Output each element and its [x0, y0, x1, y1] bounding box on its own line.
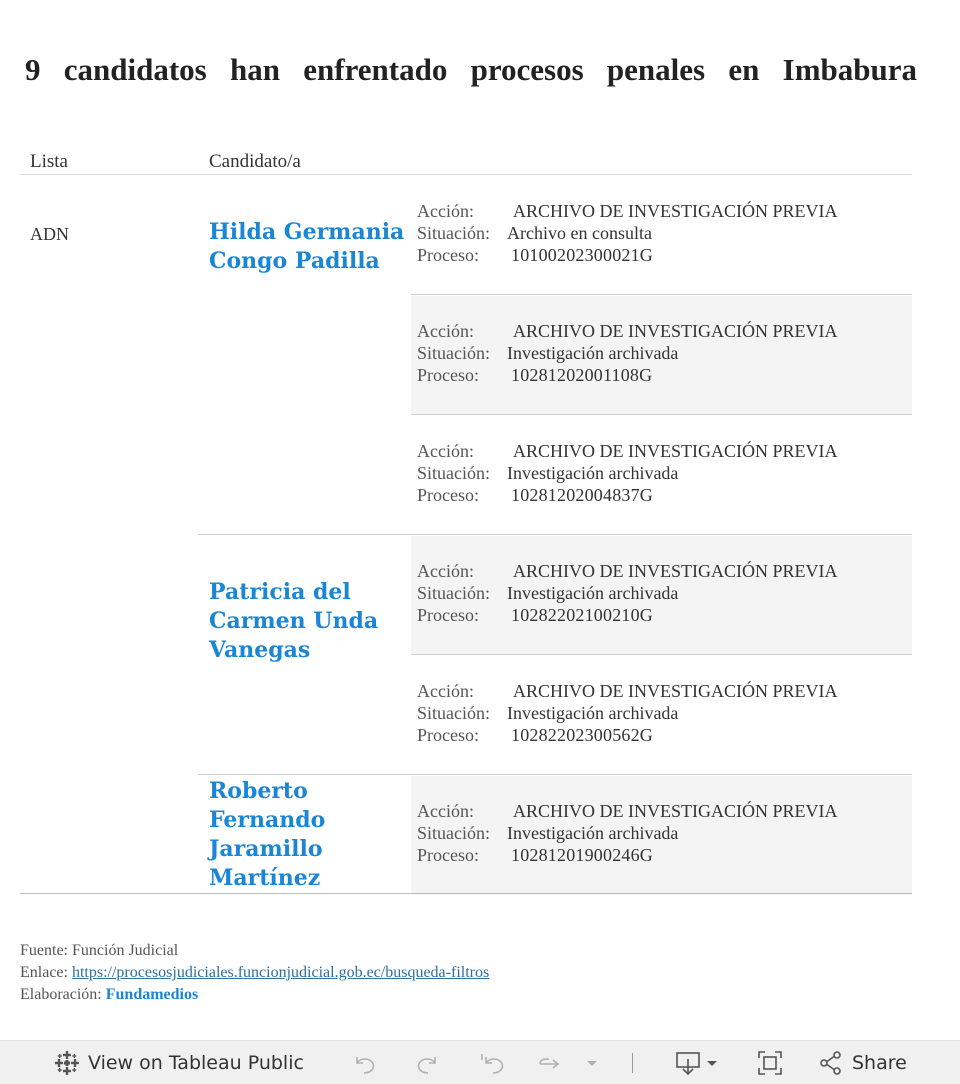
candidate-name-line: Fernando [209, 807, 326, 833]
proceso-label: Proceso: [417, 605, 479, 625]
pause-dropdown-button[interactable] [585, 1041, 599, 1084]
record-row [411, 536, 912, 655]
record-row [411, 176, 912, 295]
proceso-value: 10282202100210G [511, 605, 653, 625]
candidate-divider [198, 534, 411, 535]
accion-label: Acción: [417, 321, 474, 341]
accion-value: ARCHIVO DE INVESTIGACIÓN PREVIA [513, 801, 838, 821]
fullscreen-button[interactable] [756, 1041, 784, 1084]
view-on-tableau-button[interactable] [54, 1041, 304, 1084]
fuente-line [20, 940, 489, 962]
accion-label: Acción: [417, 801, 474, 821]
enlace-label: Enlace: [20, 964, 68, 981]
accion-label: Acción: [417, 201, 474, 221]
proceso-value: 10282202300562G [511, 725, 653, 745]
refresh-button[interactable] [537, 1041, 565, 1084]
download-icon [674, 1049, 702, 1077]
chevron-down-icon [585, 1050, 599, 1076]
candidate-name-line: Hilda Germania [209, 219, 405, 245]
candidate-name-2[interactable] [209, 578, 409, 665]
redo-button[interactable] [414, 1041, 440, 1084]
fuente-label: Fuente: [20, 942, 68, 959]
toolbar-separator [632, 1053, 633, 1073]
fullscreen-icon [756, 1049, 784, 1077]
share-label: Share [852, 1051, 907, 1074]
proceso-label: Proceso: [417, 845, 479, 865]
situacion-value: Investigación archivada [507, 703, 679, 723]
candidate-name-1[interactable] [209, 218, 409, 276]
page-title: 9 candidatos han enfrentado procesos penales en Imbabura [25, 52, 917, 87]
source-footer [20, 940, 489, 1006]
proceso-value: 10100202300021G [511, 245, 653, 265]
candidate-name-line: Martínez [209, 865, 321, 891]
revert-button[interactable] [478, 1041, 506, 1084]
situacion-value: Archivo en consulta [507, 223, 652, 243]
fuente-value: Función Judicial [72, 942, 179, 959]
accion-value: ARCHIVO DE INVESTIGACIÓN PREVIA [513, 321, 838, 341]
record-row [411, 776, 912, 895]
situacion-label: Situación: [417, 583, 490, 603]
proceso-label: Proceso: [417, 365, 479, 385]
redo-icon [414, 1050, 440, 1076]
situacion-label: Situación: [417, 463, 490, 483]
elaboracion-line [20, 984, 489, 1006]
column-header-lista: Lista [30, 151, 68, 172]
lista-value: ADN [30, 224, 69, 244]
situacion-label: Situación: [417, 223, 490, 243]
view-on-tableau-label: View on Tableau Public [88, 1051, 304, 1074]
tableau-logo-icon [54, 1050, 80, 1076]
tableau-toolbar [0, 1040, 960, 1084]
undo-icon [352, 1050, 378, 1076]
candidate-name-3[interactable] [209, 777, 409, 893]
enlace-link[interactable]: https://procesosjudiciales.funcionjudicial.gob.ec/busqueda-filtros [71, 964, 490, 981]
proceso-value: 10281202001108G [511, 365, 653, 385]
download-button[interactable] [674, 1041, 719, 1084]
proceso-label: Proceso: [417, 725, 479, 745]
proceso-value: 10281201900246G [511, 845, 653, 865]
enlace-line [20, 962, 489, 984]
situacion-label: Situación: [417, 823, 490, 843]
accion-value: ARCHIVO DE INVESTIGACIÓN PREVIA [513, 201, 838, 221]
undo-button[interactable] [352, 1041, 378, 1084]
situacion-label: Situación: [417, 343, 490, 363]
accion-value: ARCHIVO DE INVESTIGACIÓN PREVIA [513, 561, 838, 581]
candidate-name-line: Congo Padilla [209, 248, 380, 274]
elaboracion-brand[interactable]: Fundamedios [105, 986, 199, 1003]
situacion-value: Investigación archivada [507, 343, 679, 363]
situacion-value: Investigación archivada [507, 823, 679, 843]
proceso-value: 10281202004837G [511, 485, 653, 505]
accion-value: ARCHIVO DE INVESTIGACIÓN PREVIA [513, 441, 838, 461]
record-row [411, 416, 912, 535]
proceso-label: Proceso: [417, 485, 479, 505]
share-button[interactable] [818, 1041, 907, 1084]
elaboracion-label: Elaboración: [20, 986, 102, 1003]
header-divider [20, 174, 411, 175]
situacion-value: Investigación archivada [507, 463, 679, 483]
proceso-label: Proceso: [417, 245, 479, 265]
accion-label: Acción: [417, 681, 474, 701]
chevron-down-icon [705, 1050, 719, 1076]
refresh-icon [537, 1050, 565, 1076]
candidate-name-line: Patricia del [209, 579, 351, 605]
accion-label: Acción: [417, 441, 474, 461]
candidate-divider [198, 774, 411, 775]
candidate-name-line: Roberto [209, 778, 308, 804]
record-row [411, 656, 912, 775]
table-bottom-divider [20, 893, 912, 894]
share-icon [818, 1050, 844, 1076]
column-header-candidato: Candidato/a [209, 151, 301, 172]
candidate-name-line: Jaramillo [209, 836, 323, 862]
accion-label: Acción: [417, 561, 474, 581]
record-row [411, 296, 912, 415]
header-divider-right [411, 174, 912, 175]
accion-value: ARCHIVO DE INVESTIGACIÓN PREVIA [513, 681, 838, 701]
situacion-label: Situación: [417, 703, 490, 723]
candidate-name-line: Carmen Unda [209, 608, 379, 634]
situacion-value: Investigación archivada [507, 583, 679, 603]
revert-icon [478, 1050, 506, 1076]
candidate-name-line: Vanegas [209, 637, 311, 663]
